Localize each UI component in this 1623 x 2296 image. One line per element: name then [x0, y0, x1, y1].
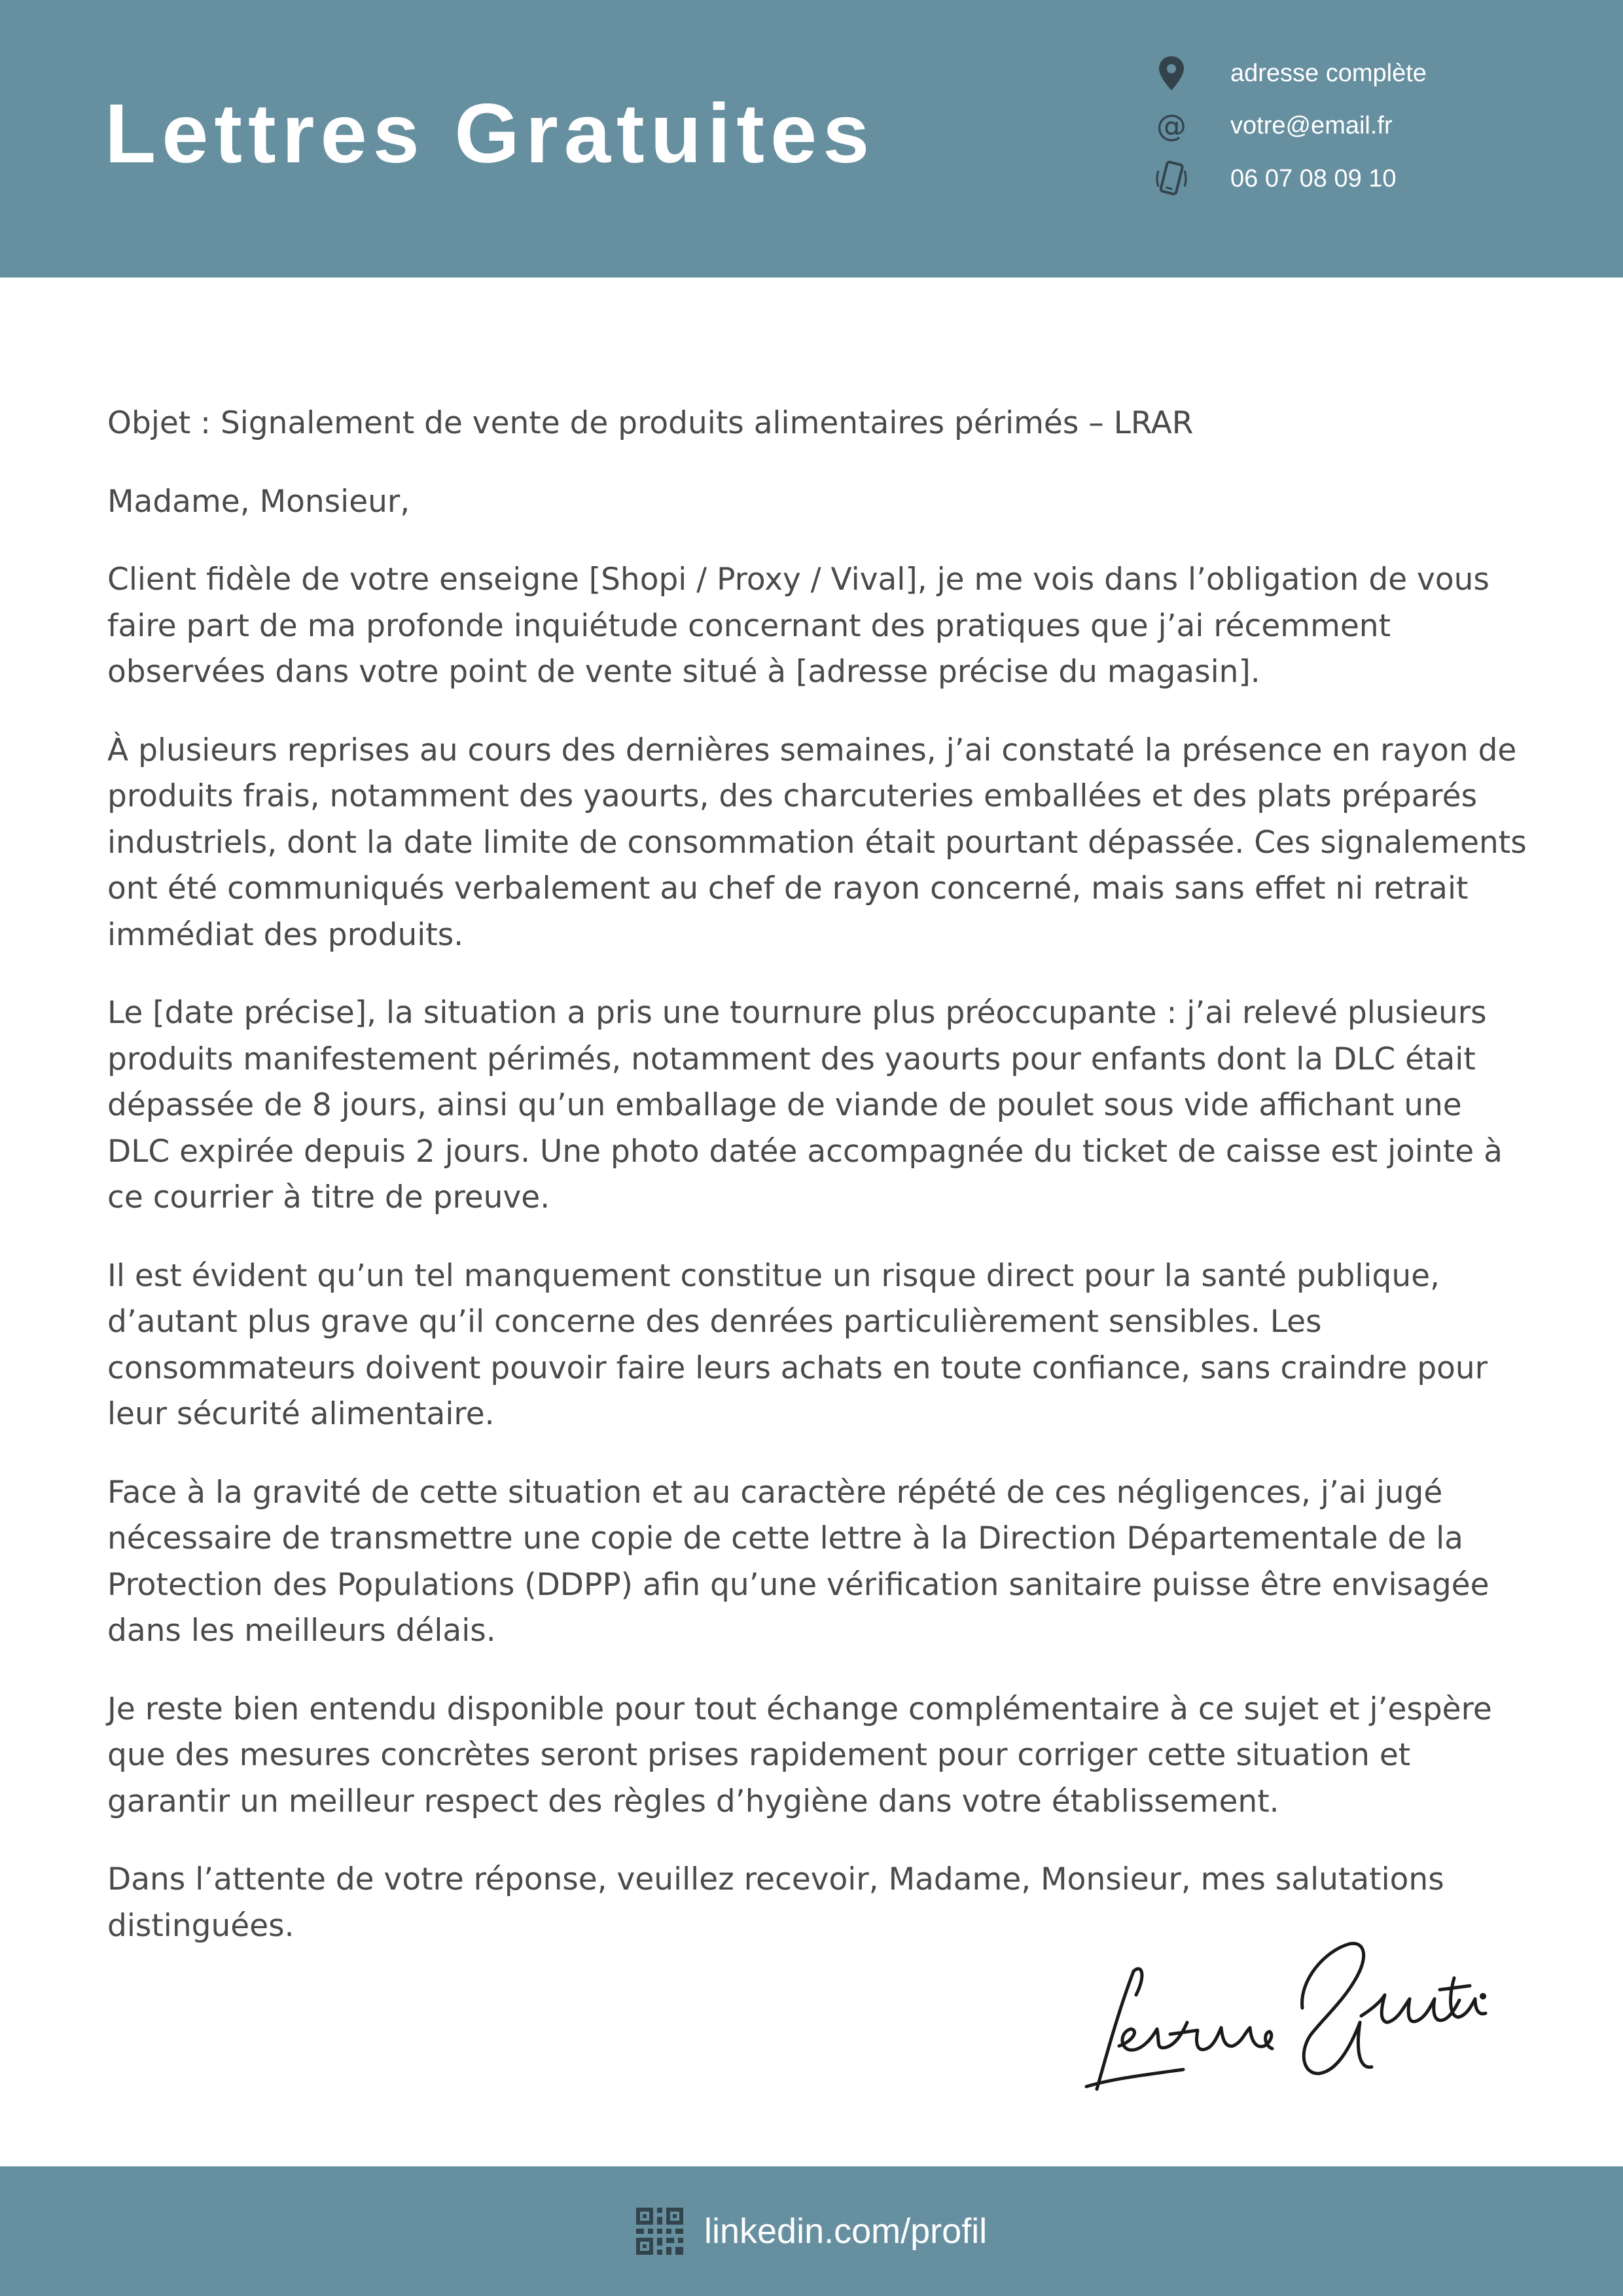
header-band	[0, 0, 1623, 278]
footer-band	[0, 2166, 1623, 2296]
qr-code-icon	[636, 2208, 683, 2255]
letter-paragraph: Client fidèle de votre enseigne [Shopi / Proxy / Vival], je me vois dans l’obligation de vous faire part de ma profonde inquiétude concernant des pratiques que j’ai récemment observées dans votre point de vente situé à [adresse précise du magasin].	[107, 562, 1489, 690]
letter-paragraph: À plusieurs reprises au cours des dernières semaines, j’ai constaté la présence en rayon de produits frais, notamment des yaourts, des charcuteries emballées et des plats préparés industriels, dont la date limite de consommation était pourtant dépassée. Ces signalements ont été communiqués verbalement au chef de rayon concerné, mais sans effet ni retrait immédiat des produits.	[107, 732, 1527, 953]
brand-title: Lettres Gratuites	[105, 87, 876, 181]
handwritten-signature	[1073, 1918, 1492, 2108]
letter-paragraph: Je reste bien entendu disponible pour tout échange complémentaire à ce sujet et j’espère que des mesures concrètes seront prises rapidement pour corriger cette situation et garantir un meilleur respect des règles d’hygiène dans votre établissement.	[107, 1691, 1492, 1820]
at-sign-icon: @	[1156, 108, 1186, 143]
letter-subject: Objet : Signalement de vente de produits alimentaires périmés – LRAR	[107, 405, 1194, 441]
contact-email-text[interactable]: votre@email.fr	[1230, 112, 1393, 139]
footer-linkedin[interactable]	[636, 2166, 987, 2296]
phone-icon	[1152, 152, 1191, 205]
letter-closing: Dans l’attente de votre réponse, veuillez recevoir, Madame, Monsieur, mes salutations distinguées.	[107, 1861, 1444, 1944]
letter-paragraph: Il est évident qu’un tel manquement constitue un risque direct pour la santé publique, d’autant plus grave qu’il concerne des denrées particulièrement sensibles. Les consommateurs doivent pouvoir faire leurs achats en toute confiance, sans craindre pour leur sécurité alimentaire.	[107, 1257, 1488, 1432]
linkedin-link[interactable]: linkedin.com/profil	[704, 2212, 988, 2251]
contact-address-text: adresse complète	[1230, 60, 1427, 87]
letter-salutation: Madame, Monsieur,	[107, 483, 410, 520]
location-pin-icon	[1152, 47, 1191, 99]
contact-phone-text[interactable]: 06 07 08 09 10	[1230, 165, 1397, 192]
letter-body	[107, 401, 1527, 1981]
letter-paragraph: Le [date précise], la situation a pris une tournure plus préoccupante : j’ai relevé plusieurs produits manifestement périmés, notamment des yaourts pour enfants dont la DLC était dépassée de 8 jours, ainsi qu’un emballage de viande de poulet sous vide affichant une DLC expirée depuis 2 jours. Une photo datée accompagnée du ticket de caisse est jointe à ce courrier à titre de preuve.	[107, 995, 1503, 1215]
letter-paragraph: Face à la gravité de cette situation et au caractère répété de ces négligences, j’ai jugé nécessaire de transmettre une copie de cette lettre à la Direction Départementale de la Protection des Populations (DDPP) afin qu’une vérification sanitaire puisse être envisagée dans les meilleurs délais.	[107, 1474, 1489, 1649]
